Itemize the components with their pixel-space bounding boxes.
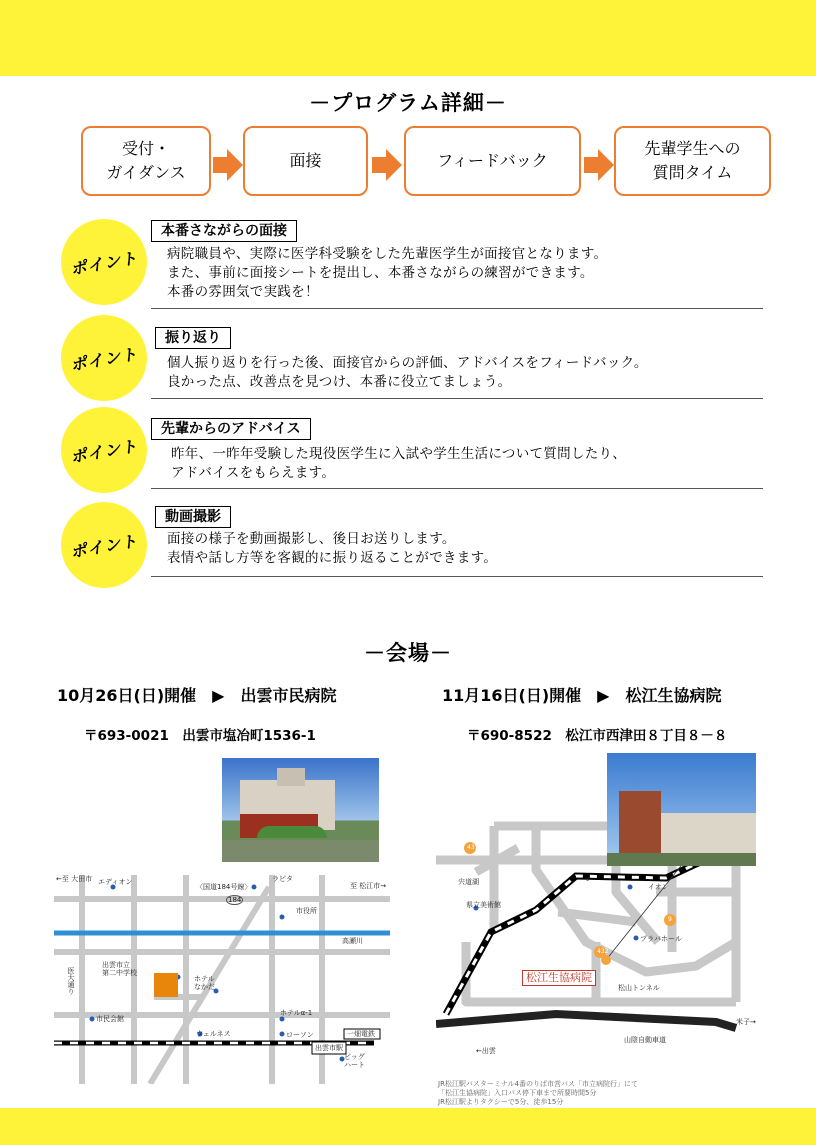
map-label: 県立美術館 bbox=[466, 901, 501, 909]
step-reception: 受付・ ガイダンス bbox=[81, 126, 211, 196]
point-body: 昨年、一昨年受験した現役医学生に入試や学生生活について質問したり、 アドバイスをもらえます。 bbox=[171, 446, 627, 481]
map-label: 一畑電鉄 bbox=[347, 1030, 375, 1038]
map-label: 宍道湖 bbox=[458, 878, 479, 886]
map-label: 〈国道184号線〉 bbox=[196, 883, 252, 891]
divider bbox=[151, 488, 763, 489]
route-432-icon: 432 bbox=[597, 948, 609, 955]
map-label: ビッグ ハート bbox=[344, 1053, 365, 1069]
map-label: 米子→ bbox=[736, 1018, 756, 1026]
point-body: 個人振り返りを行った後、面接官からの評価、アドバイスをフィードバック。 良かった点、改善点を見つけ、本番に役立てましょう。 bbox=[167, 355, 648, 390]
divider bbox=[151, 308, 763, 309]
route-431-icon: 431 bbox=[467, 844, 479, 851]
point-body: 病院職員や、実際に医学科受験をした先輩医学生が面接官となります。 また、事前に面接シートを提出し、本番さながらの練習ができます。 本番の雰囲気で実践を！ bbox=[167, 246, 608, 300]
step-interview: 面接 bbox=[243, 126, 368, 196]
point-badge: ポイント bbox=[61, 502, 147, 588]
izumo-map bbox=[54, 757, 390, 1084]
map-label: 山陰自動車道 bbox=[624, 1036, 666, 1044]
map-label: エディオン bbox=[98, 878, 133, 886]
point-badge: ポイント bbox=[61, 407, 147, 493]
map-label: 出雲市駅 bbox=[315, 1044, 343, 1052]
map-hospital-label: 松江生協病院 bbox=[522, 970, 596, 986]
map-label: ←出雲 bbox=[476, 1047, 496, 1055]
matsue-map bbox=[436, 752, 768, 1106]
izumo-address: 〒693-0021 出雲市塩冶町1536-1 bbox=[84, 728, 316, 744]
map-label: ホテル なかだ bbox=[194, 975, 215, 991]
route-184-icon: 184 bbox=[228, 896, 242, 904]
program-title: －プログラム詳細－ bbox=[309, 91, 507, 115]
point-badge: ポイント bbox=[61, 315, 147, 401]
map-label: ホテルα-1 bbox=[280, 1009, 313, 1017]
map-label: ←至 大田市 bbox=[56, 875, 93, 883]
step-feedback: フィードバック bbox=[404, 126, 581, 196]
map-label: 市民会館 bbox=[96, 1015, 124, 1023]
route-9-icon: 9 bbox=[668, 916, 672, 923]
point-body: 面接の様子を動画撮影し、後日お送りします。 表情や話し方等を客観的に振り返ることができます。 bbox=[167, 531, 498, 566]
step-question-time: 先輩学生への 質問タイム bbox=[614, 126, 771, 196]
map-label: ラピタ bbox=[272, 875, 293, 883]
point-badge: ポイント bbox=[61, 219, 147, 305]
map-label: ウェルネス bbox=[196, 1030, 231, 1038]
map-label: 市役所 bbox=[296, 907, 317, 915]
top-yellow-band bbox=[0, 0, 816, 76]
venue-matsue-heading: 11月16日(日)開催 ▶ 松江生協病院 bbox=[442, 686, 722, 705]
map-label: ローソン bbox=[286, 1031, 314, 1039]
point-title: 振り返り bbox=[155, 327, 231, 349]
bottom-yellow-band bbox=[0, 1108, 816, 1145]
map-label: イオン bbox=[648, 883, 669, 891]
venue-title: －会場－ bbox=[364, 641, 452, 665]
map-label: プラバホール bbox=[640, 935, 682, 943]
point-title: 先輩からのアドバイス bbox=[151, 418, 311, 440]
point-title: 動画撮影 bbox=[155, 506, 231, 528]
route-9-icon: 9 bbox=[586, 877, 590, 883]
access-note: JR松江駅バスターミナル4番のりば市営バス「市立病院行」にて 「松江生協病院」入口バス停下車まで所要時間5分 JR松江駅よりタクシーで5分、徒歩15分 bbox=[438, 1080, 639, 1106]
divider bbox=[151, 398, 763, 399]
venue-izumo-heading: 10月26日(日)開催 ▶ 出雲市民病院 bbox=[57, 686, 337, 705]
map-label: 高瀬川 bbox=[342, 937, 363, 945]
map-label: 出雲市立 第二中学校 bbox=[102, 961, 137, 977]
map-label: 至 松江市→ bbox=[350, 882, 387, 890]
map-label: 医大通り bbox=[67, 967, 75, 995]
divider bbox=[151, 576, 763, 577]
point-title: 本番さながらの面接 bbox=[151, 220, 297, 242]
matsue-address: 〒690-8522 松江市西津田８丁目８－８ bbox=[467, 728, 728, 744]
map-label: 松山トンネル bbox=[618, 984, 660, 992]
